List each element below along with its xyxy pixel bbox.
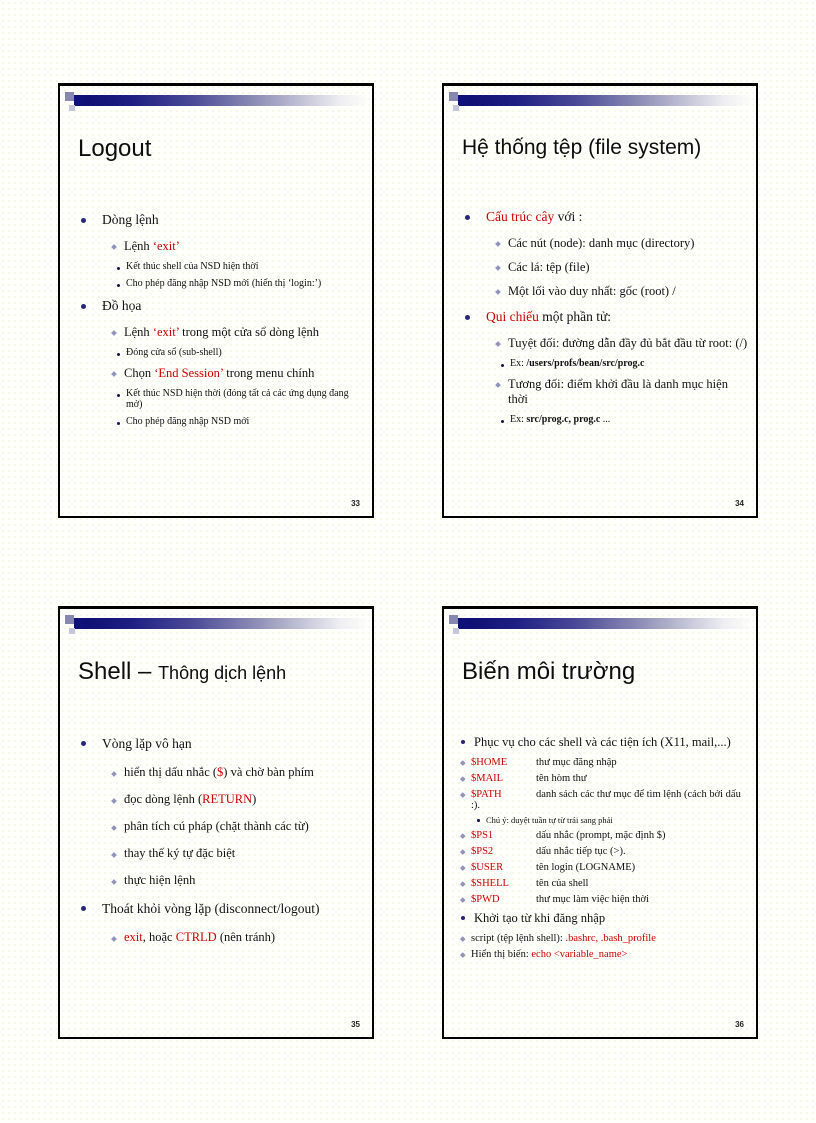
- bullet-line: [78, 344, 364, 361]
- line-text: Thoát khỏi vòng lặp (disconnect/logout): [102, 901, 320, 917]
- decor-square-navy: [74, 618, 85, 629]
- slide-header-decoration: [446, 90, 754, 118]
- env-var-name: $HOME: [471, 756, 508, 768]
- bullet-icon: [111, 853, 117, 859]
- bullet-line: [460, 843, 752, 859]
- bullet-icon: [465, 215, 470, 220]
- bullet-line: [462, 255, 748, 279]
- line-text: Lệnh ‘exit’: [124, 238, 180, 253]
- env-var-description: tên hòm thư: [536, 772, 587, 784]
- line-text: Ex: /users/profs/bean/src/prog.c: [510, 358, 645, 370]
- decor-square-gray: [65, 615, 74, 624]
- slide-title-main: Biến môi trường: [462, 658, 636, 685]
- bullet-icon: [111, 799, 117, 805]
- bullet-icon: [460, 866, 465, 871]
- env-var-name: $PS2: [471, 845, 494, 857]
- slide-logout: [58, 83, 374, 518]
- line-text: Đồ họa: [102, 298, 142, 314]
- bullet-line: [78, 840, 364, 867]
- bullet-icon: [465, 315, 470, 320]
- bullet-line: [462, 411, 748, 428]
- bullet-icon: [111, 772, 117, 778]
- line-text: Khởi tạo từ khi đăng nhập: [474, 911, 606, 926]
- bullet-line: [78, 258, 364, 275]
- bullet-icon: [81, 906, 86, 911]
- bullet-icon: [461, 740, 465, 744]
- bullet-icon: [477, 819, 480, 822]
- bullet-line: [78, 361, 364, 385]
- slide-title-sub: Thông dịch lệnh: [158, 663, 287, 683]
- bullet-line: [462, 203, 748, 231]
- bullet-line: [460, 891, 752, 907]
- bullet-icon: [81, 218, 86, 223]
- bullet-line: [78, 924, 364, 951]
- slide-title: [462, 136, 746, 159]
- env-var-name: $PATH: [471, 788, 502, 800]
- bullet-line: [78, 413, 364, 430]
- slide-title: [78, 136, 362, 162]
- line-text: Cho phép đăng nhập NSD mới (hiển thị ‘login:’): [126, 278, 322, 290]
- line-text: Qui chiếu một phần tử:: [486, 309, 612, 325]
- decor-square-gray: [449, 615, 458, 624]
- env-var-name: $SHELL: [471, 877, 509, 889]
- decor-square-gray: [65, 92, 74, 101]
- slide-title: [78, 659, 362, 685]
- header-gradient-bar: [468, 618, 754, 629]
- line-text: phân tích cú pháp (chặt thành các từ): [124, 819, 309, 834]
- line-text: thay thế ký tự đặc biệt: [124, 846, 236, 861]
- env-var-description: dấu nhắc (prompt, mặc định $): [536, 829, 666, 841]
- bullet-line: [78, 759, 364, 786]
- env-var-name: $PWD: [471, 893, 500, 905]
- bullet-line: [78, 786, 364, 813]
- bullet-icon: [117, 353, 120, 356]
- line-text: Cho phép đăng nhập NSD mới: [126, 416, 250, 428]
- bullet-line: [462, 355, 748, 372]
- header-gradient-bar: [84, 618, 370, 629]
- bullet-icon: [460, 777, 465, 782]
- slide-title-main: Hệ thống tệp (file system): [462, 136, 702, 159]
- slide-file-system: [442, 83, 758, 518]
- slide-title: [462, 659, 746, 685]
- line-text: đọc dòng lệnh (RETURN): [124, 792, 257, 807]
- bullet-icon: [81, 741, 86, 746]
- bullet-icon: [81, 304, 86, 309]
- line-text: Đóng cửa sổ (sub-shell): [126, 347, 222, 359]
- bullet-line: [78, 385, 364, 413]
- bullet-line: [78, 234, 364, 258]
- line-text: hiển thị dấu nhắc ($) và chờ bàn phím: [124, 765, 314, 780]
- bullet-line: [460, 859, 752, 875]
- bullet-line: [460, 930, 752, 946]
- bullet-icon: [461, 916, 465, 920]
- bullet-icon: [117, 267, 120, 270]
- slide-header-decoration: [62, 90, 370, 118]
- env-var-name: $USER: [471, 861, 504, 873]
- bullet-line: [78, 813, 364, 840]
- bullet-icon: [460, 882, 465, 887]
- bullet-icon: [501, 364, 504, 367]
- decor-square-light: [453, 105, 459, 111]
- decor-square-light: [69, 628, 75, 634]
- decor-square-navy: [458, 618, 469, 629]
- page-number: 33: [351, 499, 360, 508]
- line-text: Các nút (node): danh mục (directory): [508, 235, 695, 250]
- bullet-line: [78, 867, 364, 894]
- line-text: Kết thúc shell của NSD hiện thời: [126, 261, 259, 273]
- slide-header-decoration: [446, 613, 754, 641]
- line-text: Kết thúc NSD hiện thời (đóng tất cả các ứng dụng đang mở): [126, 388, 349, 411]
- line-text: Ex: src/prog.c, prog.c ...: [510, 414, 611, 426]
- decor-square-navy: [74, 95, 85, 106]
- bullet-line: [460, 754, 752, 770]
- bullet-icon: [460, 834, 465, 839]
- bullet-line: [78, 894, 364, 924]
- bullet-icon: [111, 826, 117, 832]
- slide-body: [60, 729, 372, 951]
- bullet-line: [462, 303, 748, 331]
- line-text: Chọn ‘End Session’ trong menu chính: [124, 365, 315, 380]
- bullet-icon: [460, 953, 465, 958]
- decor-square-navy: [458, 95, 469, 106]
- page-number: 36: [735, 1020, 744, 1029]
- bullet-icon: [117, 394, 120, 397]
- env-var-name: $MAIL: [471, 772, 504, 784]
- bullet-icon: [111, 937, 117, 943]
- bullet-icon: [111, 880, 117, 886]
- bullet-line: [460, 731, 752, 754]
- line-text: Tuyệt đối: đường dẫn đầy đủ bắt đầu từ root: (/): [508, 335, 748, 350]
- header-gradient-bar: [84, 95, 370, 106]
- decor-square-gray: [449, 92, 458, 101]
- bullet-icon: [460, 937, 465, 942]
- line-text: Vòng lặp vô hạn: [102, 736, 192, 752]
- decor-square-light: [69, 105, 75, 111]
- bullet-line: [78, 275, 364, 292]
- bullet-icon: [460, 793, 465, 798]
- page-number: 34: [735, 499, 744, 508]
- bullet-line: [462, 331, 748, 355]
- bullet-line: [78, 729, 364, 759]
- bullet-icon: [117, 422, 120, 425]
- bullet-line: [462, 231, 748, 255]
- page-number: 35: [351, 1020, 360, 1029]
- bullet-icon: [501, 420, 504, 423]
- bullet-icon: [495, 241, 501, 247]
- line-text: Chú ý: duyệt tuần tự từ trái sang phải: [486, 815, 613, 826]
- bullet-icon: [117, 284, 120, 287]
- line-text: Lệnh ‘exit’ trong một cửa sổ dòng lệnh: [124, 324, 320, 339]
- bullet-line: [460, 827, 752, 843]
- slide-body: [444, 731, 756, 962]
- env-var-description: dấu nhắc tiếp tục (>).: [536, 845, 626, 857]
- bullet-line: [78, 292, 364, 320]
- bullet-icon: [460, 761, 465, 766]
- line-text: Một lối vào duy nhất: gốc (root) /: [508, 283, 676, 298]
- bullet-line: [462, 279, 748, 303]
- env-var-name: $PS1: [471, 829, 494, 841]
- line-text: script (tệp lệnh shell): .bashrc, .bash_profile: [471, 932, 656, 944]
- slide-header-decoration: [62, 613, 370, 641]
- slide-shell-interpreter: [58, 606, 374, 1039]
- line-text: Dòng lệnh: [102, 212, 159, 228]
- slide-environment-variables: [442, 606, 758, 1039]
- bullet-icon: [111, 245, 117, 251]
- bullet-line: [460, 813, 752, 827]
- bullet-icon: [111, 372, 117, 378]
- line-text: Cấu trúc cây với :: [486, 209, 583, 225]
- bullet-icon: [460, 850, 465, 855]
- bullet-icon: [495, 289, 501, 295]
- bullet-line: [460, 946, 752, 962]
- bullet-line: [78, 206, 364, 234]
- bullet-icon: [495, 341, 501, 347]
- slide-body: [444, 203, 756, 428]
- bullet-line: [460, 770, 752, 786]
- bullet-line: [460, 786, 752, 813]
- line-text: exit, hoặc CTRLD (nên tránh): [124, 930, 276, 945]
- env-var-description: thư mục làm việc hiện thời: [536, 893, 650, 905]
- line-text: Phục vụ cho các shell và các tiện ích (X11, mail,...): [474, 735, 731, 750]
- line-text: Tương đối: điểm khởi đầu là danh mục hiện thời: [508, 376, 728, 406]
- line-text: thực hiện lệnh: [124, 873, 196, 888]
- line-text: Hiển thị biến: echo <variable_name>: [471, 948, 628, 960]
- bullet-icon: [111, 331, 117, 337]
- bullet-icon: [495, 265, 501, 271]
- bullet-line: [78, 320, 364, 344]
- line-text: Các lá: tệp (file): [508, 259, 590, 274]
- env-var-description: tên login (LOGNAME): [536, 861, 636, 873]
- bullet-icon: [460, 898, 465, 903]
- slide-title-main: Shell –: [78, 658, 159, 685]
- env-var-description: thư mục đăng nhập: [536, 756, 617, 768]
- slide-title-main: Logout: [78, 135, 152, 162]
- env-var-description: danh sách các thư mục để tìm lệnh (cách bởi dấu :).: [471, 788, 741, 811]
- bullet-line: [462, 372, 748, 411]
- bullet-line: [460, 875, 752, 891]
- header-gradient-bar: [468, 95, 754, 106]
- bullet-line: [460, 907, 752, 930]
- bullet-icon: [495, 382, 501, 388]
- slide-body: [60, 206, 372, 430]
- env-var-description: tên của shell: [536, 877, 589, 889]
- decor-square-light: [453, 628, 459, 634]
